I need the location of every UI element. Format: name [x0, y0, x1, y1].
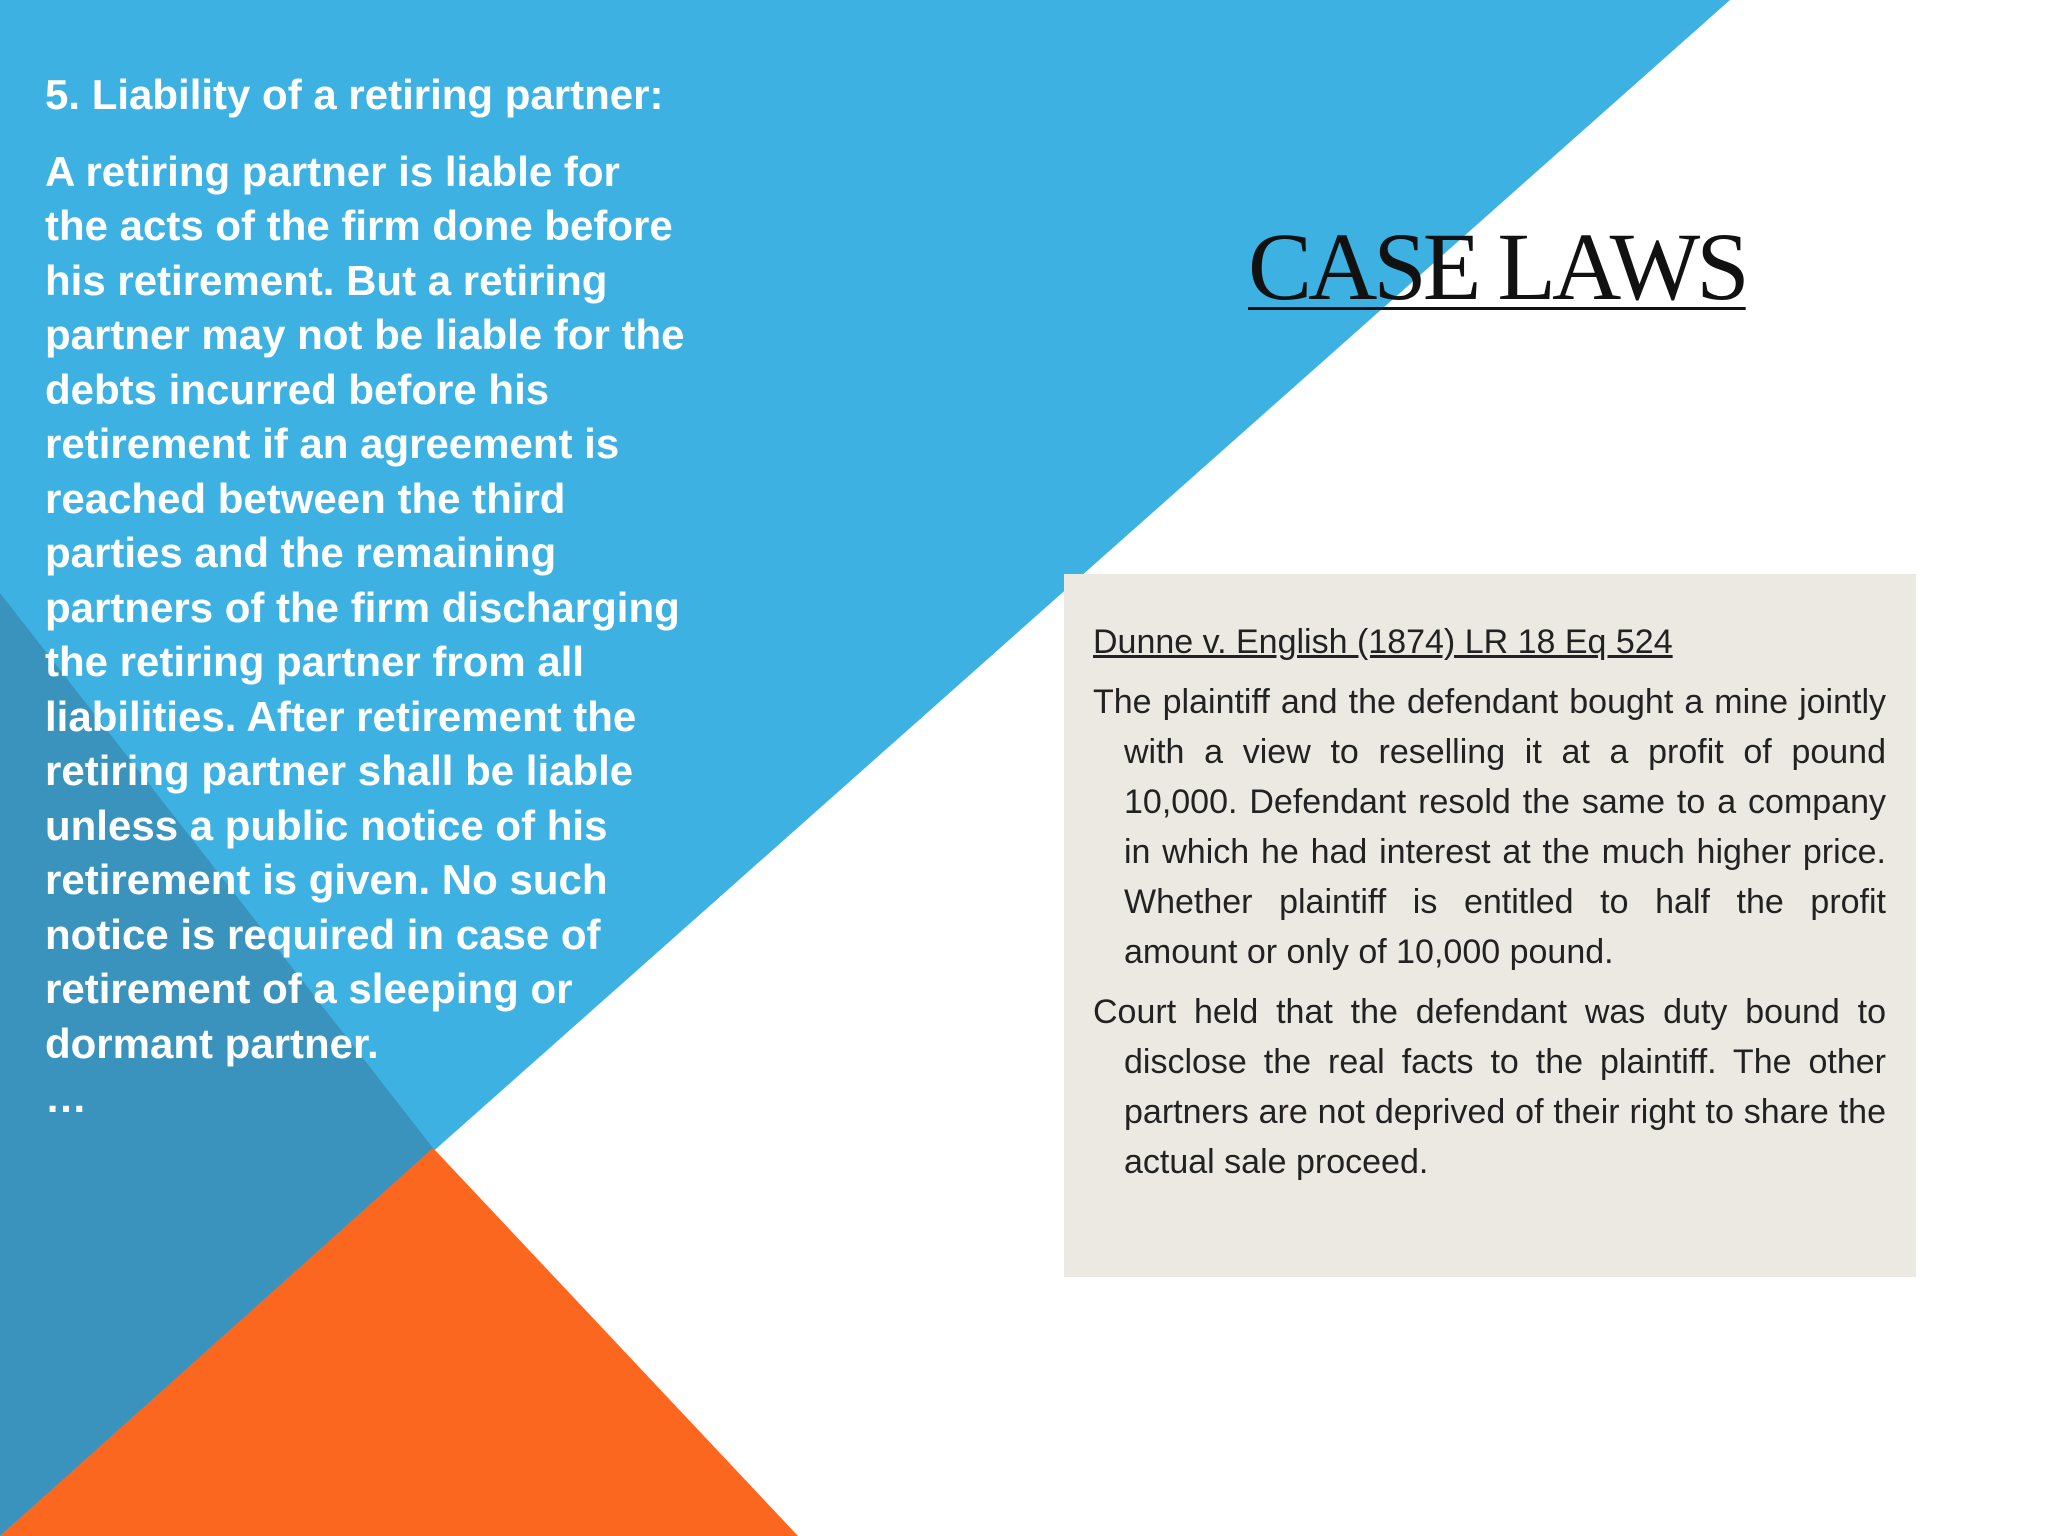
left-text-block [45, 68, 685, 1126]
case-citation: Dunne v. English (1874) LR 18 Eq 524 [1093, 623, 1673, 661]
case-holding: Court held that the defendant was duty bound to disclose the real facts to the plaintiff. The other partners are not deprived of their right to share the actual sale proceed. [1093, 993, 1886, 1181]
slide-title: CASE LAWS [1248, 213, 1746, 320]
section-heading: 5. Liability of a retiring partner: [45, 71, 664, 118]
case-law-box [1064, 574, 1916, 1277]
case-facts: The plaintiff and the defendant bought a mine jointly with a view to reselling it at a profit of pound 10,000. Defendant resold the same to a company in which he had interest at the much higher price. Whether plaintiff is entitled to half the profit amount or only of 10,000 pound. [1093, 683, 1886, 971]
continuation-ellipsis: … [45, 1074, 87, 1121]
section-body: A retiring partner is liable for the acts of the firm done before his retirement. But a retiring partner may not be liable for the debts incurred before his retirement if an agreement is reached between the third parties and the remaining partners of the firm discharging the retiring partner from all liabilities. After retirement the retiring partner shall be liable unless a public notice of his retirement is given. No such notice is required in case of retirement of a sleeping or dormant partner. [45, 147, 685, 1067]
